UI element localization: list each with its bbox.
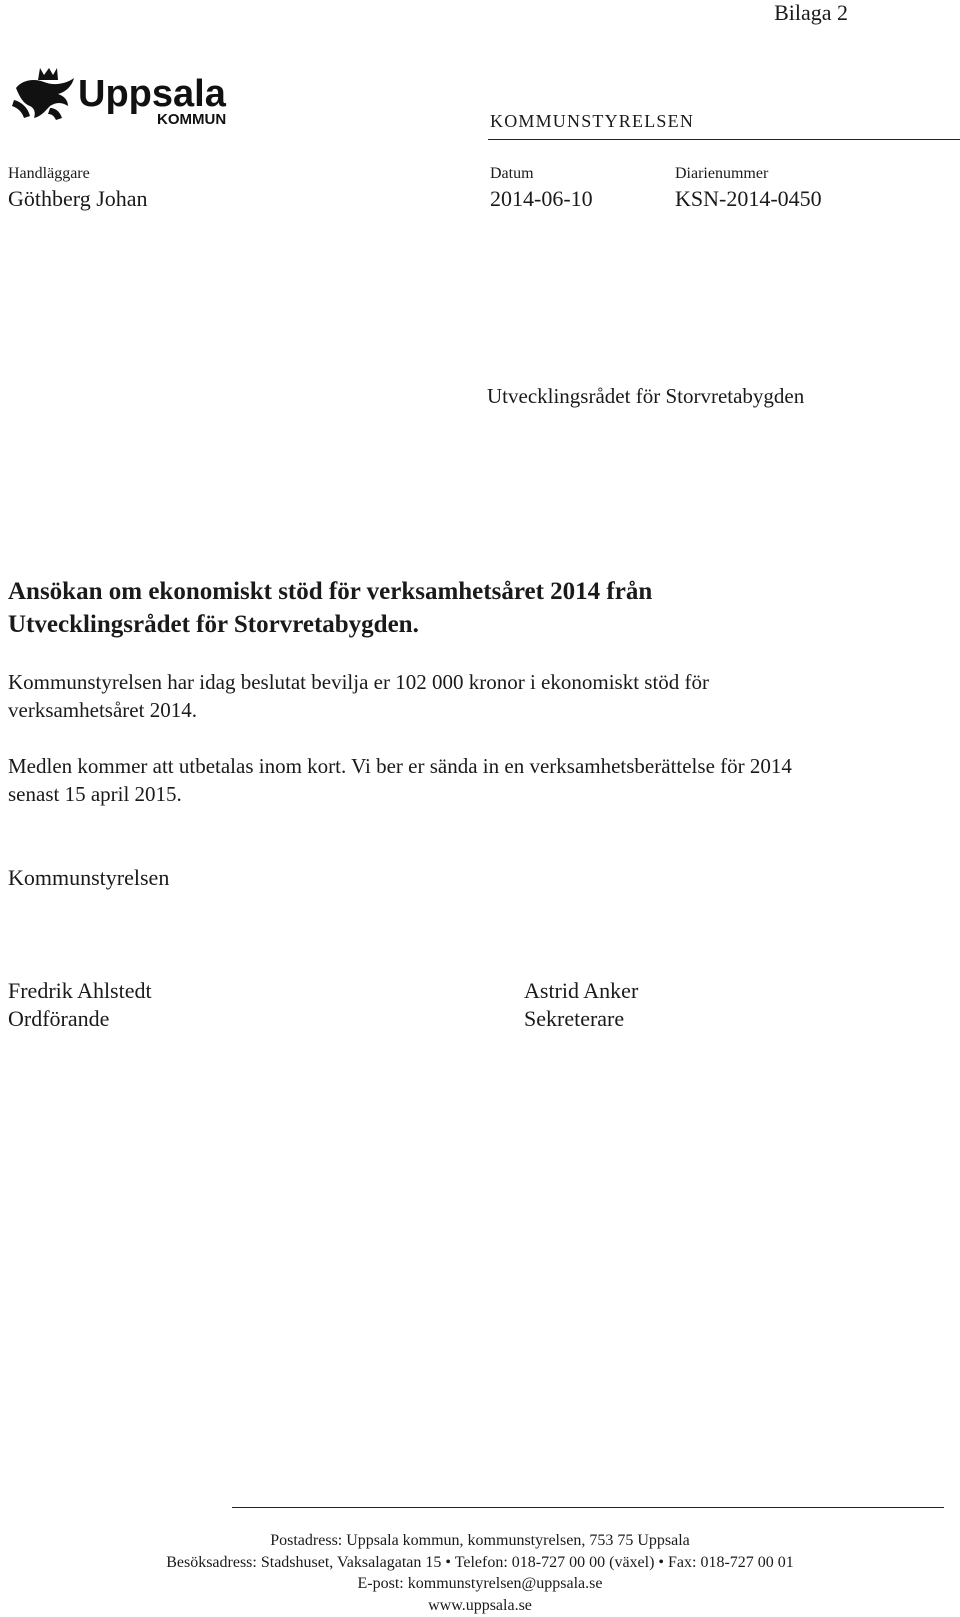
footer-website: www.uppsala.se [428, 1596, 532, 1614]
attachment-label: Bilaga 2 [774, 0, 848, 25]
signature-block-2 [524, 977, 638, 1033]
paragraph-1-line-1: Kommunstyrelsen har idag beslutat bevilja er 102 000 kronor i ekonomiskt stöd för [8, 670, 710, 694]
signature-block-1 [8, 977, 152, 1033]
logo-subtext: KOMMUN [157, 111, 227, 128]
signatory-title: Ordförande [8, 1006, 110, 1031]
handler-label: Handläggare [8, 165, 90, 182]
body-paragraph-1 [8, 668, 938, 724]
sender: Kommunstyrelsen [8, 865, 170, 890]
paragraph-2-line-2: senast 15 april 2015. [8, 782, 182, 806]
footer-postal-address: Postadress: Uppsala kommun, kommunstyrelsen, 753 75 Uppsala [270, 1532, 690, 1549]
reference-value: KSN-2014-0450 [675, 186, 822, 211]
recipient-address: Utvecklingsrådet för Storvretabygden [487, 384, 805, 408]
header-divider [488, 139, 960, 140]
footer-visiting-address: Besöksadress: Stadshuset, Vaksalagatan 15 • Telefon: 018-727 00 00 (växel) • Fax: 018-727 00 01 [166, 1553, 794, 1571]
crest-icon [12, 68, 74, 120]
department-name: KOMMUNSTYRELSEN [490, 111, 695, 131]
subject-line-2: Utvecklingsrådet för Storvretabygden. [8, 611, 419, 638]
letter-subject [8, 575, 652, 641]
signatory-title: Sekreterare [524, 1006, 625, 1031]
footer-email: E-post: kommunstyrelsen@uppsala.se [357, 1575, 603, 1592]
handler-value: Göthberg Johan [8, 186, 148, 211]
signatory-name: Fredrik Ahlstedt [8, 978, 152, 1003]
signatory-name: Astrid Anker [524, 978, 639, 1003]
reference-label: Diarienummer [675, 165, 769, 182]
body-paragraph-2 [8, 752, 938, 808]
footer [0, 1530, 960, 1616]
date-value: 2014-06-10 [490, 186, 593, 211]
uppsala-kommun-logo [10, 66, 260, 128]
logo-wordmark: Uppsala [78, 73, 226, 115]
paragraph-1-line-2: verksamhetsåret 2014. [8, 698, 197, 722]
footer-divider [232, 1507, 944, 1508]
date-label: Datum [490, 165, 534, 182]
subject-line-1: Ansökan om ekonomiskt stöd för verksamhetsåret 2014 från [8, 578, 653, 605]
paragraph-2-line-1: Medlen kommer att utbetalas inom kort. Vi ber er sända in en verksamhetsberättelse för 2014 [8, 754, 792, 778]
